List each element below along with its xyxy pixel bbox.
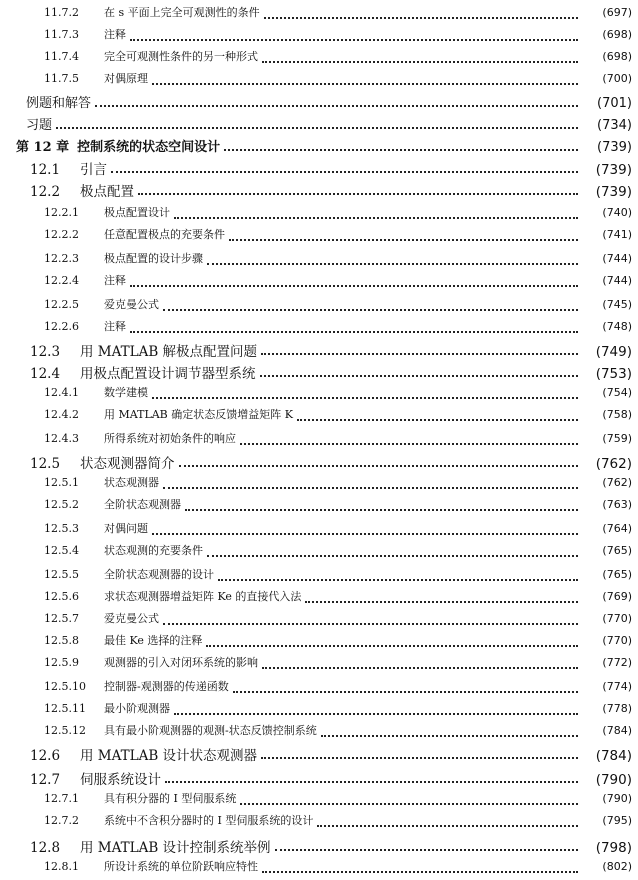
toc-entry xyxy=(0,474,638,494)
dot-leader xyxy=(206,644,578,647)
toc-entry-page: (701) xyxy=(597,96,632,111)
toc-entry xyxy=(0,272,638,292)
toc-entry-title: 最小阶观测器 xyxy=(104,702,170,715)
dot-leader xyxy=(165,780,578,783)
toc-entry xyxy=(0,588,638,608)
toc-entry xyxy=(0,26,638,46)
toc-entry-page: (784) xyxy=(595,748,632,764)
toc-entry-number: 12.5.1 xyxy=(44,476,79,489)
dot-leader xyxy=(218,578,578,581)
toc-entry-title: 用 MATLAB 确定状态反馈增益矩阵 K xyxy=(104,408,293,421)
toc-entry xyxy=(0,48,638,68)
dot-leader xyxy=(264,16,578,19)
toc-entry-title: 状态观测器简介 xyxy=(80,456,175,472)
toc-entry-title: 注释 xyxy=(104,274,126,287)
toc-entry-page: (778) xyxy=(602,702,632,715)
dot-leader xyxy=(262,60,578,63)
toc-entry-title: 状态观测的充要条件 xyxy=(104,544,203,557)
toc-entry-page: (734) xyxy=(597,118,632,133)
toc-entry xyxy=(0,158,638,178)
dot-leader xyxy=(262,666,578,669)
toc-entry-page: (765) xyxy=(602,568,632,581)
toc-entry-page: (759) xyxy=(602,432,632,445)
toc-entry-number: 12.5.10 xyxy=(44,680,86,693)
toc-entry-number: 12.7.1 xyxy=(44,792,79,805)
toc-entry xyxy=(0,790,638,810)
toc-entry-title: 观测器的引入对闭环系统的影响 xyxy=(104,656,258,669)
toc-entry-number: 12.5.7 xyxy=(44,612,79,625)
toc-entry xyxy=(0,542,638,562)
toc-entry-number: 12.5.5 xyxy=(44,568,79,581)
toc-entry-title: 任意配置极点的充要条件 xyxy=(104,228,225,241)
toc-entry-page: (741) xyxy=(602,228,632,241)
toc-entry xyxy=(0,430,638,450)
toc-entry-title: 用极点配置设计调节器型系统 xyxy=(80,366,256,382)
toc-entry-title: 例题和解答 xyxy=(26,96,92,111)
toc-entry-title: 对偶问题 xyxy=(104,522,148,535)
dot-leader xyxy=(152,82,578,85)
toc-entry-title: 极点配置 xyxy=(80,184,134,200)
toc-entry xyxy=(0,744,638,764)
toc-entry-title: 具有最小阶观测器的观测-状态反馈控制系统 xyxy=(104,724,317,737)
dot-leader xyxy=(297,418,578,421)
dot-leader xyxy=(130,330,578,333)
dot-leader xyxy=(130,38,578,41)
dot-leader xyxy=(111,170,578,173)
toc-entry-page: (762) xyxy=(602,476,632,489)
toc-entry xyxy=(0,768,638,788)
toc-entry xyxy=(0,632,638,652)
dot-leader xyxy=(207,554,578,557)
toc-entry-number: 12.2.6 xyxy=(44,320,79,333)
toc-entry xyxy=(0,858,638,878)
toc-entry-number: 12.5.11 xyxy=(44,702,86,715)
toc-entry-number: 第 12 章 xyxy=(16,140,70,155)
toc-entry-number: 12.3 xyxy=(30,344,61,360)
toc-entry-title: 伺服系统设计 xyxy=(80,772,161,788)
toc-entry-page: (798) xyxy=(595,840,632,856)
toc-entry-number: 12.4.2 xyxy=(44,408,79,421)
toc-entry-number: 12.5.4 xyxy=(44,544,79,557)
toc-entry xyxy=(0,204,638,224)
toc-entry-page: (770) xyxy=(602,634,632,647)
toc-entry xyxy=(0,836,638,856)
toc-entry-page: (772) xyxy=(602,656,632,669)
toc-entry xyxy=(0,296,638,316)
toc-entry-title: 引言 xyxy=(80,162,107,178)
toc-entry-number: 12.2.2 xyxy=(44,228,79,241)
toc-entry-page: (762) xyxy=(595,456,632,472)
toc-entry xyxy=(0,114,638,134)
toc-entry-title: 最佳 Ke 选择的注释 xyxy=(104,634,203,647)
dot-leader xyxy=(95,104,578,107)
toc-entry-page: (753) xyxy=(595,366,632,382)
toc-entry-title: 所得系统对初始条件的响应 xyxy=(104,432,236,445)
toc-entry xyxy=(0,70,638,90)
toc-entry-page: (784) xyxy=(602,724,632,737)
dot-leader xyxy=(185,508,578,511)
dot-leader xyxy=(321,734,578,737)
toc-entry-number: 12.5.3 xyxy=(44,522,79,535)
toc-entry-page: (769) xyxy=(602,590,632,603)
toc-entry-title: 求状态观测器增益矩阵 Ke 的直接代入法 xyxy=(104,590,302,603)
toc-entry-page: (770) xyxy=(602,612,632,625)
toc-entry-number: 12.7 xyxy=(30,772,61,788)
dot-leader xyxy=(174,712,578,715)
toc-entry-title: 控制器-观测器的传递函数 xyxy=(104,680,229,693)
toc-entry-number: 12.5.6 xyxy=(44,590,79,603)
toc-entry-number: 11.7.5 xyxy=(44,72,79,85)
toc-entry xyxy=(0,700,638,720)
dot-leader xyxy=(152,532,578,535)
toc-entry-page: (740) xyxy=(602,206,632,219)
toc-entry-number: 12.4.1 xyxy=(44,386,79,399)
toc-entry-page: (739) xyxy=(595,162,632,178)
toc-entry xyxy=(0,180,638,200)
toc-entry-page: (739) xyxy=(595,184,632,200)
toc-entry-page: (748) xyxy=(602,320,632,333)
toc-entry-title: 习题 xyxy=(26,118,53,133)
toc-entry xyxy=(0,362,638,382)
toc-entry-number: 12.5.9 xyxy=(44,656,79,669)
toc-entry-title: 用 MATLAB 设计控制系统举例 xyxy=(80,840,271,856)
dot-leader xyxy=(275,848,578,851)
toc-entry xyxy=(0,226,638,246)
toc-entry-page: (744) xyxy=(602,252,632,265)
toc-entry-title: 完全可观测性条件的另一种形式 xyxy=(104,50,258,63)
toc-entry-number: 12.2.4 xyxy=(44,274,79,287)
toc-entry-title: 对偶原理 xyxy=(104,72,148,85)
toc-entry xyxy=(0,496,638,516)
dot-leader xyxy=(305,600,578,603)
dot-leader xyxy=(240,802,578,805)
dot-leader xyxy=(261,756,578,759)
toc-entry-number: 12.6 xyxy=(30,748,61,764)
dot-leader xyxy=(138,192,578,195)
dot-leader xyxy=(163,308,578,311)
dot-leader xyxy=(260,374,579,377)
dot-leader xyxy=(224,148,578,151)
toc-entry-page: (754) xyxy=(602,386,632,399)
toc-entry xyxy=(0,654,638,674)
dot-leader xyxy=(261,352,578,355)
toc-entry-number: 12.2.3 xyxy=(44,252,79,265)
toc-entry xyxy=(0,4,638,24)
dot-leader xyxy=(229,238,578,241)
toc-entry-title: 爱克曼公式 xyxy=(104,612,159,625)
toc-entry-number: 12.2 xyxy=(30,184,61,200)
toc-entry-page: (765) xyxy=(602,544,632,557)
toc-entry-title: 用 MATLAB 设计状态观测器 xyxy=(80,748,258,764)
toc-entry-number: 11.7.3 xyxy=(44,28,79,41)
toc-entry-title: 注释 xyxy=(104,28,126,41)
toc-entry xyxy=(0,566,638,586)
toc-entry-page: (758) xyxy=(602,408,632,421)
toc-entry-number: 12.2.5 xyxy=(44,298,79,311)
dot-leader xyxy=(174,216,578,219)
dot-leader xyxy=(163,622,578,625)
toc-entry xyxy=(0,678,638,698)
toc-entry-number: 12.8 xyxy=(30,840,61,856)
toc-entry-page: (698) xyxy=(602,50,632,63)
toc-entry-number: 12.5.8 xyxy=(44,634,79,647)
toc-entry-number: 12.1 xyxy=(30,162,61,178)
toc-entry-page: (802) xyxy=(602,860,632,873)
toc-entry-page: (700) xyxy=(602,72,632,85)
toc-entry xyxy=(0,812,638,832)
toc-entry-title: 控制系统的状态空间设计 xyxy=(77,140,221,155)
toc-entry-number: 11.7.4 xyxy=(44,50,79,63)
toc-entry-page: (774) xyxy=(602,680,632,693)
toc-entry-page: (795) xyxy=(602,814,632,827)
toc-entry xyxy=(0,250,638,270)
dot-leader xyxy=(56,126,578,129)
toc-entry-number: 12.2.1 xyxy=(44,206,79,219)
dot-leader xyxy=(207,262,578,265)
toc-entry-number: 11.7.2 xyxy=(44,6,79,19)
toc-entry-number: 12.4 xyxy=(30,366,61,382)
toc-entry xyxy=(0,384,638,404)
dot-leader xyxy=(163,486,578,489)
toc-entry-number: 12.7.2 xyxy=(44,814,79,827)
toc-entry-title: 所设计系统的单位阶跃响应特性 xyxy=(104,860,258,873)
toc-entry-title: 全阶状态观测器的设计 xyxy=(104,568,214,581)
dot-leader xyxy=(152,396,578,399)
toc-entry xyxy=(0,318,638,338)
toc-entry-page: (763) xyxy=(602,498,632,511)
toc-entry xyxy=(0,92,638,112)
dot-leader xyxy=(317,824,578,827)
toc-entry-title: 全阶状态观测器 xyxy=(104,498,181,511)
toc-entry-title: 系统中不含积分器时的 I 型伺服系统的设计 xyxy=(104,814,314,827)
toc-entry-page: (739) xyxy=(597,140,632,155)
toc-entry-page: (764) xyxy=(602,522,632,535)
dot-leader xyxy=(240,442,578,445)
toc-entry-title: 用 MATLAB 解极点配置问题 xyxy=(80,344,258,360)
toc-entry-title: 状态观测器 xyxy=(104,476,159,489)
toc-entry-title: 极点配置设计 xyxy=(104,206,170,219)
dot-leader xyxy=(130,284,578,287)
dot-leader xyxy=(233,690,578,693)
toc-entry xyxy=(0,136,638,156)
toc-entry xyxy=(0,452,638,472)
toc-entry-title: 在 s 平面上完全可观测性的条件 xyxy=(104,6,260,19)
toc-entry-number: 12.8.1 xyxy=(44,860,79,873)
toc-entry xyxy=(0,610,638,630)
toc-entry-title: 具有积分器的 I 型伺服系统 xyxy=(104,792,237,805)
toc-entry-number: 12.4.3 xyxy=(44,432,79,445)
toc-entry xyxy=(0,340,638,360)
toc-entry-title: 爱克曼公式 xyxy=(104,298,159,311)
toc-entry-page: (790) xyxy=(595,772,632,788)
toc-entry-title: 数学建模 xyxy=(104,386,148,399)
toc-entry-page: (749) xyxy=(595,344,632,360)
toc-entry xyxy=(0,520,638,540)
toc-entry-title: 极点配置的设计步骤 xyxy=(104,252,203,265)
toc-entry-number: 12.5.12 xyxy=(44,724,86,737)
toc-entry-page: (744) xyxy=(602,274,632,287)
toc-entry-page: (698) xyxy=(602,28,632,41)
dot-leader xyxy=(179,464,579,467)
toc-entry-page: (790) xyxy=(602,792,632,805)
toc-entry-number: 12.5 xyxy=(30,456,61,472)
toc-entry-title: 注释 xyxy=(104,320,126,333)
toc-entry-page: (745) xyxy=(602,298,632,311)
toc-entry-page: (697) xyxy=(602,6,632,19)
toc-entry-number: 12.5.2 xyxy=(44,498,79,511)
toc-entry xyxy=(0,406,638,426)
dot-leader xyxy=(262,870,578,873)
toc-entry xyxy=(0,722,638,742)
